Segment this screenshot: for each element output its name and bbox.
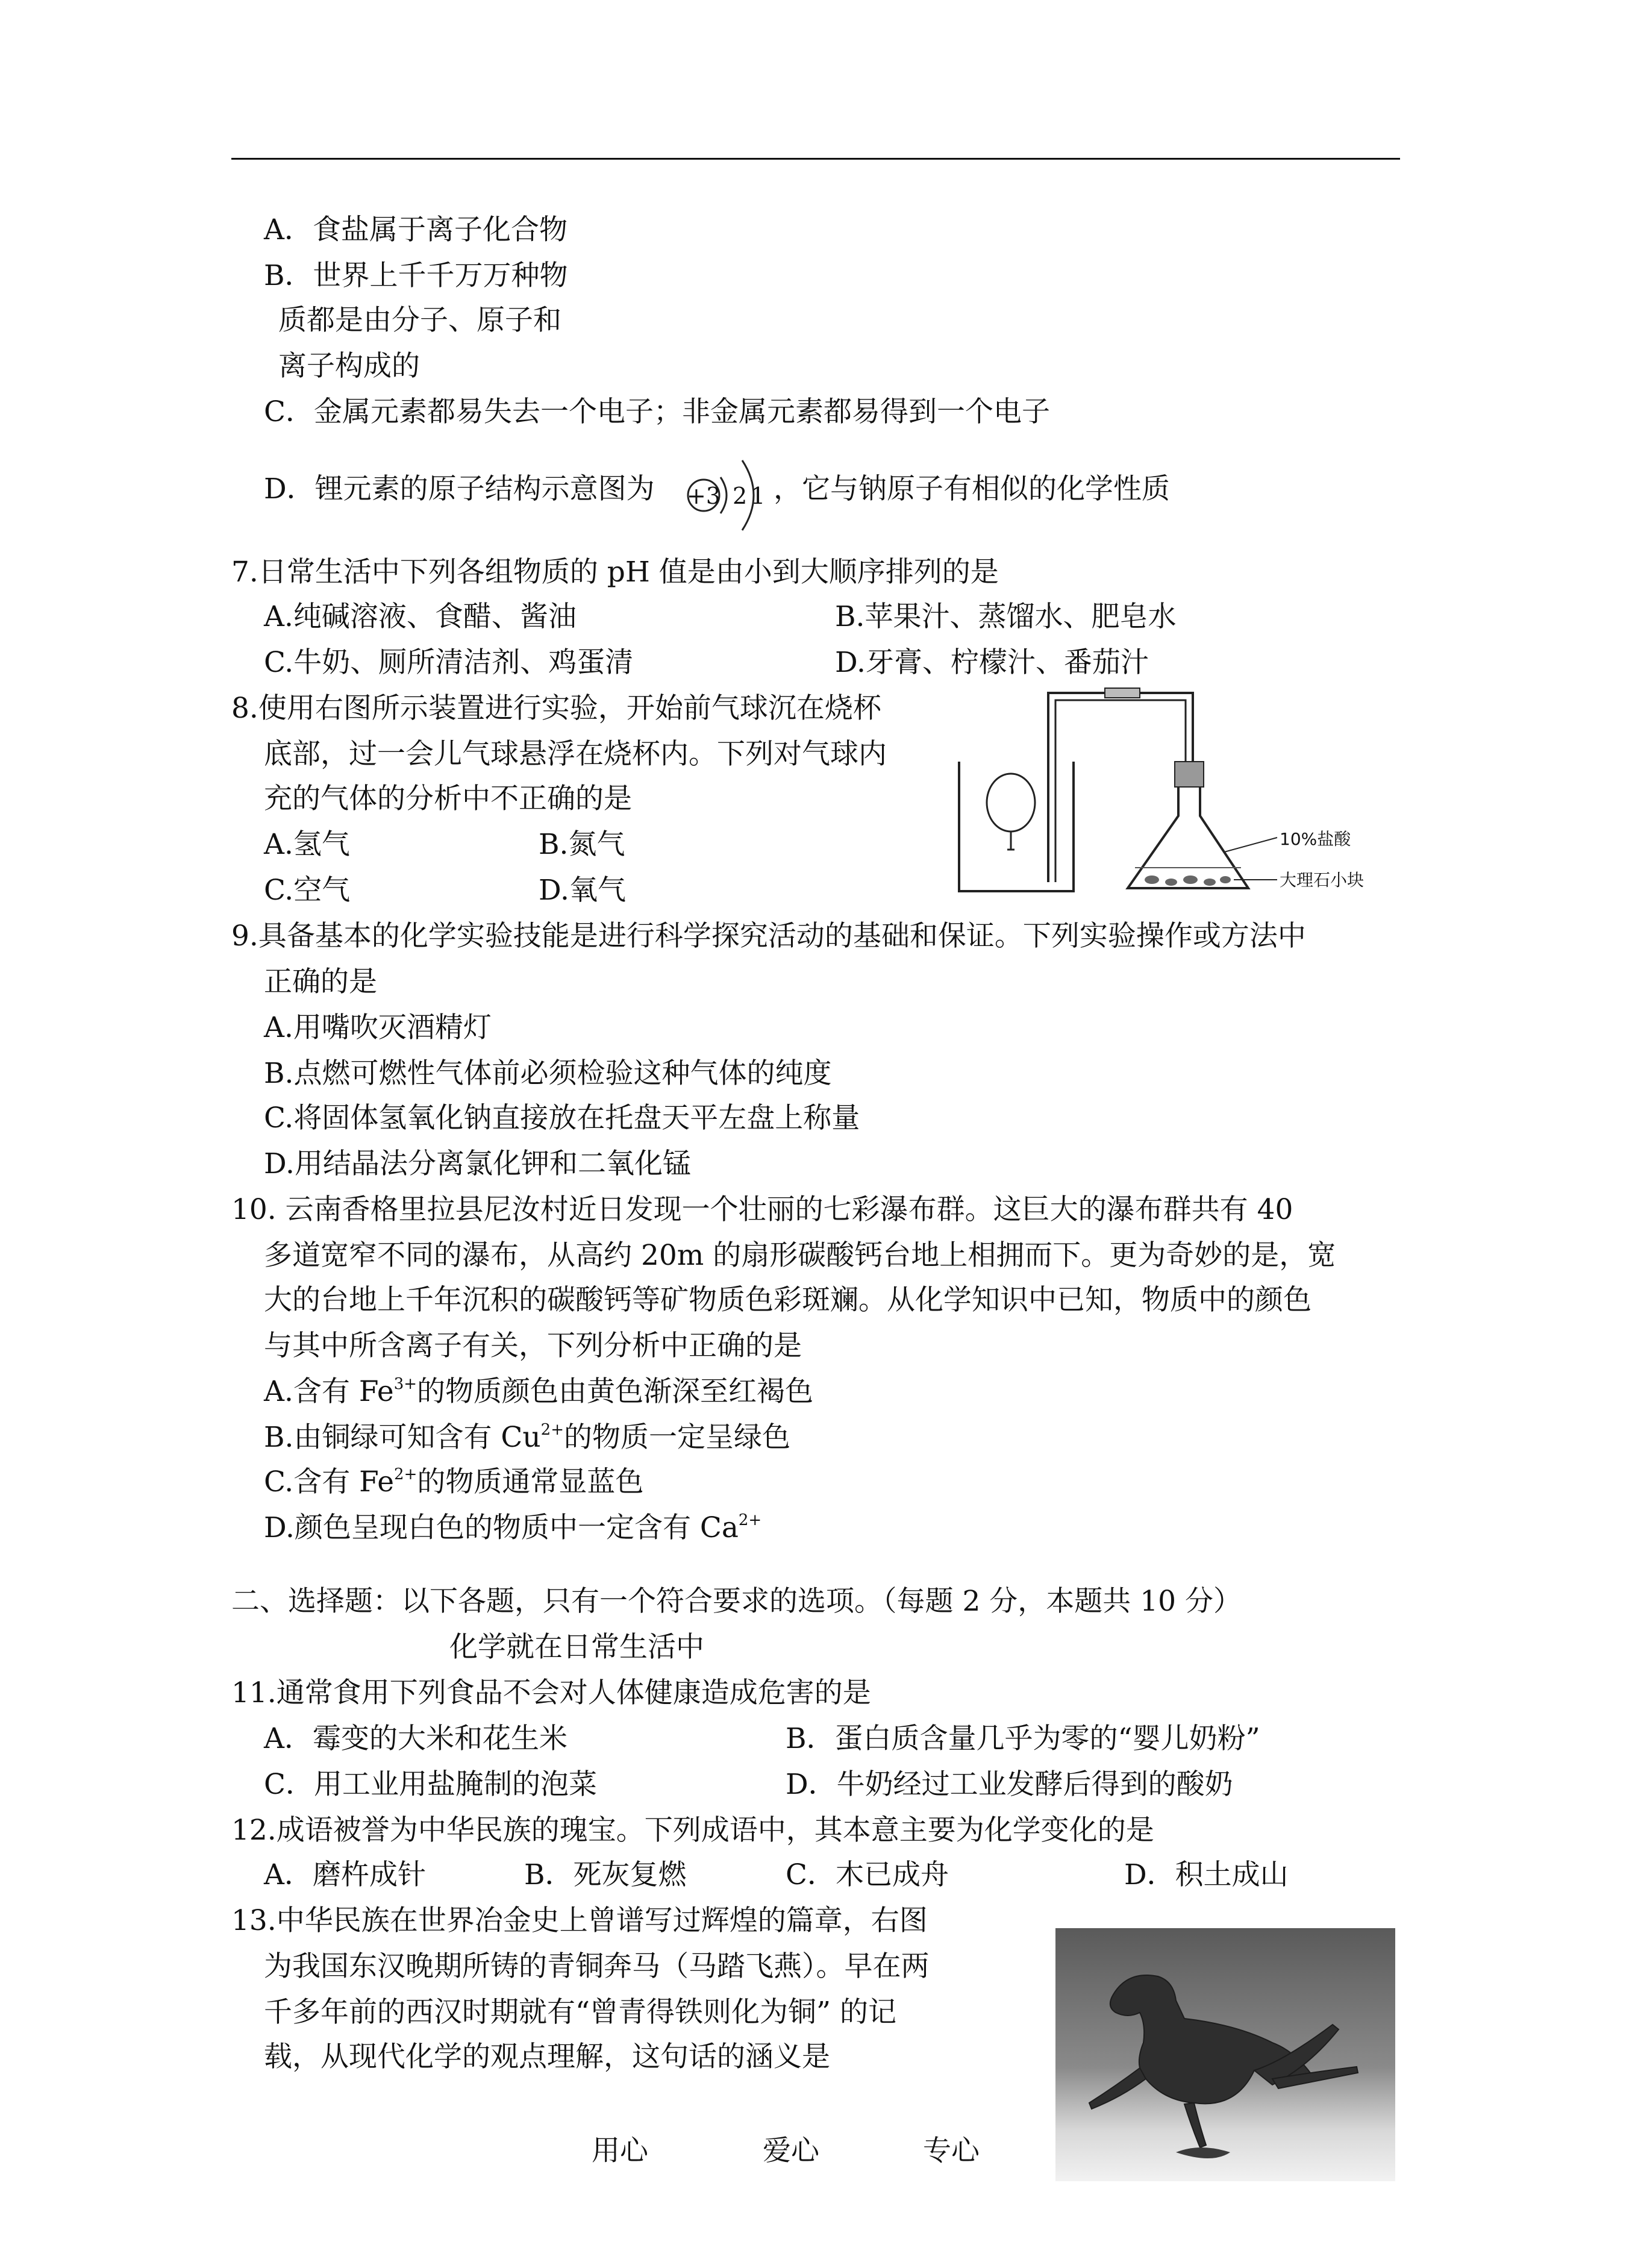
q8-option-b: B.氮气: [539, 828, 625, 861]
q6-option-d-prefix: D．锂元素的原子结构示意图为: [264, 472, 655, 506]
balloon: [987, 774, 1035, 832]
shell-2-electrons: 1: [751, 483, 766, 509]
q9-option-a: A.用嘴吹灭酒精灯: [264, 1011, 492, 1044]
q6-option-d-suffix: ，它与钠原子有相似的化学性质: [774, 472, 1170, 506]
q12-option-b: B．死灰复燃: [524, 1858, 687, 1891]
q13-stem-line1: 13.中华民族在世界冶金史上曾谱写过辉煌的篇章，右图: [231, 1904, 928, 1937]
delivery-tube: [1048, 693, 1193, 882]
q7-stem: 7.日常生活中下列各组物质的 pH 值是由小到大顺序排列的是: [231, 556, 999, 589]
q7-option-d: D.牙膏、柠檬汁、番茄汁: [835, 646, 1149, 679]
q11-option-b: B．蛋白质含量几乎为零的“婴儿奶粉”: [786, 1722, 1260, 1755]
q7-option-a: A.纯碱溶液、食醋、酱油: [264, 600, 577, 633]
q10-stem-line4: 与其中所含离子有关，下列分析中正确的是: [264, 1329, 802, 1362]
q12-option-a: A．磨杵成针: [264, 1858, 426, 1891]
q9-stem-line1: 9.具备基本的化学实验技能是进行科学探究活动的基础和保证。下列实验操作或方法中: [231, 919, 1306, 953]
section2-subtitle: 化学就在日常生活中: [449, 1631, 704, 1664]
q8-option-a: A.氢气: [264, 828, 350, 861]
q12-option-d: D．积土成山: [1124, 1858, 1289, 1891]
footer-word-3: 专心: [923, 2134, 980, 2167]
q12-stem: 12.成语被誉为中华民族的瑰宝。下列成语中，其本意主要为化学变化的是: [231, 1814, 1154, 1847]
q13-stem-line3: 千多年前的西汉时期就有“曾青得铁则化为铜” 的记: [264, 1996, 896, 2029]
q6-option-c: C．金属元素都易失去一个电子；非金属元素都易得到一个电子: [264, 395, 1050, 428]
q11-option-d: D．牛奶经过工业发酵后得到的酸奶: [786, 1768, 1233, 1801]
q7-option-b: B.苹果汁、蒸馏水、肥皂水: [835, 600, 1177, 633]
balloon-string: [1007, 832, 1014, 850]
marble-chips: [1145, 876, 1231, 886]
q11-option-c: C．用工业用盐腌制的泡菜: [264, 1768, 597, 1801]
nucleus-charge: +3: [686, 483, 721, 509]
q11-option-a: A．霉变的大米和花生米: [264, 1722, 567, 1755]
q8-stem-line1: 8.使用右图所示装置进行实验，开始前气球沉在烧杯: [231, 692, 881, 725]
delivery-tube-inner: [1055, 700, 1186, 882]
q13-stem-line2: 为我国东汉晚期所铸的青铜奔马（马踏飞燕）。早在两: [264, 1950, 930, 1983]
shell-1-electrons: 2: [733, 483, 748, 509]
q6-option-b-cont1: 质都是由分子、原子和: [278, 304, 561, 337]
q8-option-c: C.空气: [264, 874, 351, 907]
electron-shell-1-arc: [721, 477, 727, 513]
q6-option-b-cont2: 离子构成的: [278, 349, 420, 383]
q10-stem-line1: 10. 云南香格里拉县尼汝村近日发现一个壮丽的七彩瀑布群。这巨大的瀑布群共有 40: [231, 1193, 1293, 1226]
section2-title: 二、选择题：以下各题，只有一个符合要求的选项。（每题 2 分，本题共 10 分）: [231, 1585, 1242, 1618]
q10-stem-line2: 多道宽窄不同的瀑布，从高约 20m 的扇形碳酸钙台地上相拥而下。更为奇妙的是，宽: [264, 1239, 1336, 1272]
q10-stem-line3: 大的台地上千年沉积的碳酸钙等矿物质色彩斑斓。从化学知识中已知，物质中的颜色: [264, 1283, 1311, 1317]
header-rule: [231, 158, 1400, 160]
q8-option-d: D.氧气: [539, 874, 626, 907]
q6-option-a: A．食盐属于离子化合物: [264, 213, 567, 246]
q12-option-c: C．木已成舟: [786, 1858, 949, 1891]
balloon-apparatus-figure: [947, 671, 1400, 900]
rubber-connector: [1105, 688, 1140, 698]
flask-stopper: [1175, 762, 1204, 787]
q10-option-c: C.含有 $Fe^{2+}$的物质通常显蓝色: [264, 1465, 644, 1499]
q9-option-d: D.用结晶法分离氯化钾和二氧化锰: [264, 1147, 691, 1180]
q11-stem: 11.通常食用下列食品不会对人体健康造成危害的是: [231, 1676, 871, 1709]
q10-option-b: B.由铜绿可知含有 $Cu^{2+}$的物质一定呈绿色: [264, 1421, 790, 1454]
q10-option-d: D.颜色呈现白色的物质中一定含有 $Ca^{2+}$: [264, 1511, 762, 1544]
acid-leader-line: [1224, 838, 1277, 852]
q9-option-b: B.点燃可燃性气体前必须检验这种气体的纯度: [264, 1057, 832, 1090]
lithium-atom-structure-diagram: [683, 453, 771, 537]
q7-option-c: C.牛奶、厕所清洁剂、鸡蛋清: [264, 646, 634, 679]
bronze-galloping-horse-photo: [1055, 1928, 1395, 2181]
q9-stem-line2: 正确的是: [264, 965, 377, 998]
q13-stem-line4: 载，从现代化学的观点理解，这句话的涵义是: [264, 2040, 830, 2073]
q10-option-a: A.含有 $Fe^{3+}$的物质颜色由黄色渐深至红褐色: [264, 1375, 814, 1408]
q8-stem-line2: 底部，过一会儿气球悬浮在烧杯内。下列对气球内: [264, 738, 887, 771]
footer-word-1: 用心: [592, 2134, 648, 2167]
label-marble-chips: 大理石小块: [1280, 870, 1365, 890]
q6-option-b: B．世界上千千万万种物: [264, 259, 568, 292]
q9-option-c: C.将固体氢氧化钠直接放在托盘天平左盘上称量: [264, 1101, 860, 1135]
footer-word-2: 爱心: [763, 2134, 819, 2167]
q8-stem-line3: 充的气体的分析中不正确的是: [264, 782, 632, 815]
conical-flask: [1128, 787, 1248, 888]
label-hydrochloric-acid: 10%盐酸: [1280, 829, 1351, 849]
